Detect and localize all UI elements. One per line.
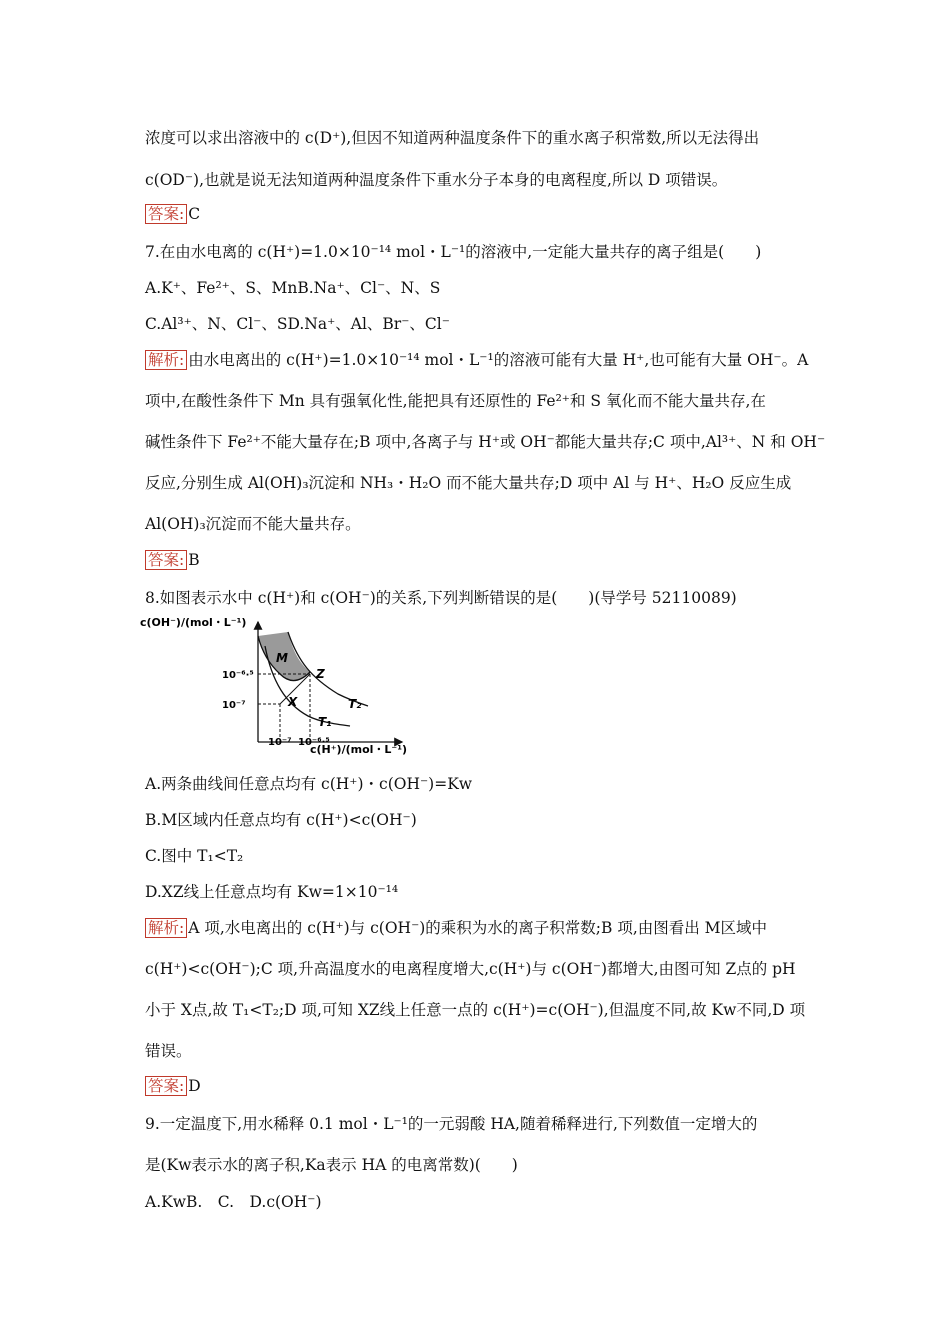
text-line: 小于 X点,故 T₁<T₂;D 项,可知 XZ线上任意一点的 c(H⁺)=c(OH⁻),但温度不同,故 Kw不同,D 项 xyxy=(145,1001,806,1019)
answer-row-q8 xyxy=(145,1076,201,1096)
label-z: Z xyxy=(316,667,325,681)
text-line: 错误。 xyxy=(145,1042,192,1060)
answer-row-q6 xyxy=(145,204,200,224)
analysis-text: 由水电离出的 c(H⁺)=1.0×10⁻¹⁴ mol・L⁻¹的溶液可能有大量 H⁺,也可能有大量 OH⁻。A xyxy=(188,351,809,369)
option-line: C.图中 T₁<T₂ xyxy=(145,847,244,865)
answer-value: C xyxy=(188,205,201,223)
option-line: A.K⁺、Fe²⁺、S、MnB.Na⁺、Cl⁻、N、S xyxy=(145,279,441,297)
option-line: D.XZ线上任意点均有 Kw=1×10⁻¹⁴ xyxy=(145,883,399,901)
analysis-text: A 项,水电离出的 c(H⁺)与 c(OH⁻)的乘积为水的离子积常数;B 项,由图看出 M区域中 xyxy=(188,919,768,937)
y-tick-label: 10⁻⁷ xyxy=(222,700,246,711)
x-tick-label: 10⁻⁶·⁵ xyxy=(298,737,330,748)
x-axis-label: c(H⁺)/(mol・L⁻¹) xyxy=(310,743,408,756)
question-8: 8.如图表示水中 c(H⁺)和 c(OH⁻)的关系,下列判断错误的是( )(导学号 52110089) xyxy=(145,589,737,607)
answer-tag: 答案: xyxy=(145,550,187,570)
label-x: X xyxy=(288,695,298,709)
label-t2: T₂ xyxy=(348,697,362,711)
answer-value: D xyxy=(188,1077,201,1095)
question-7: 7.在由水电离的 c(H⁺)=1.0×10⁻¹⁴ mol・L⁻¹的溶液中,一定能大量共存的离子组是( ) xyxy=(145,243,762,261)
answer-value: B xyxy=(188,551,200,569)
text-line: 是(Kw表示水的离子积,Ka表示 HA 的电离常数)( ) xyxy=(145,1156,518,1174)
option-line: B.M区域内任意点均有 c(H⁺)<c(OH⁻) xyxy=(145,811,417,829)
y-axis-label: c(OH⁻)/(mol・L⁻¹) xyxy=(140,616,247,629)
text-line: 项中,在酸性条件下 Mn 具有强氧化性,能把具有还原性的 Fe²⁺和 S 氧化而不能大量共存,在 xyxy=(145,392,766,410)
text-line: 碱性条件下 Fe²⁺不能大量存在;B 项中,各离子与 H⁺或 OH⁻都能大量共存;C 项中,Al³⁺、N 和 OH⁻ xyxy=(145,433,826,451)
answer-tag: 答案: xyxy=(145,1076,187,1096)
answer-row-q7 xyxy=(145,550,200,570)
x-tick-label: 10⁻⁷ xyxy=(268,737,292,748)
text-line: Al(OH)₃沉淀而不能大量共存。 xyxy=(145,515,361,533)
option-line: A.KwB. C. D.c(OH⁻) xyxy=(145,1193,322,1211)
answer-tag: 答案: xyxy=(145,204,187,224)
kw-figure xyxy=(140,612,440,762)
label-m: M xyxy=(276,651,288,665)
text-line: 浓度可以求出溶液中的 c(D⁺),但因不知道两种温度条件下的重水离子积常数,所以无法得出 xyxy=(145,129,760,147)
option-line: A.两条曲线间任意点均有 c(H⁺)・c(OH⁻)=Kw xyxy=(145,775,473,793)
label-t1: T₁ xyxy=(318,715,332,729)
question-9: 9.一定温度下,用水稀释 0.1 mol・L⁻¹的一元弱酸 HA,随着稀释进行,下列数值一定增大的 xyxy=(145,1115,758,1133)
analysis-tag: 解析: xyxy=(145,918,187,938)
analysis-row-q8 xyxy=(145,918,767,938)
y-tick-label: 10⁻⁶·⁵ xyxy=(222,670,254,681)
option-line: C.Al³⁺、N、Cl⁻、SD.Na⁺、Al、Br⁻、Cl⁻ xyxy=(145,315,450,333)
text-line: c(OD⁻),也就是说无法知道两种温度条件下重水分子本身的电离程度,所以 D 项错误。 xyxy=(145,171,728,189)
analysis-row-q7 xyxy=(145,350,808,370)
analysis-tag: 解析: xyxy=(145,350,187,370)
text-line: c(H⁺)<c(OH⁻);C 项,升高温度水的电离程度增大,c(H⁺)与 c(OH⁻)都增大,由图可知 Z点的 pH xyxy=(145,960,796,978)
text-line: 反应,分别生成 Al(OH)₃沉淀和 NH₃・H₂O 而不能大量共存;D 项中 Al 与 H⁺、H₂O 反应生成 xyxy=(145,474,792,492)
